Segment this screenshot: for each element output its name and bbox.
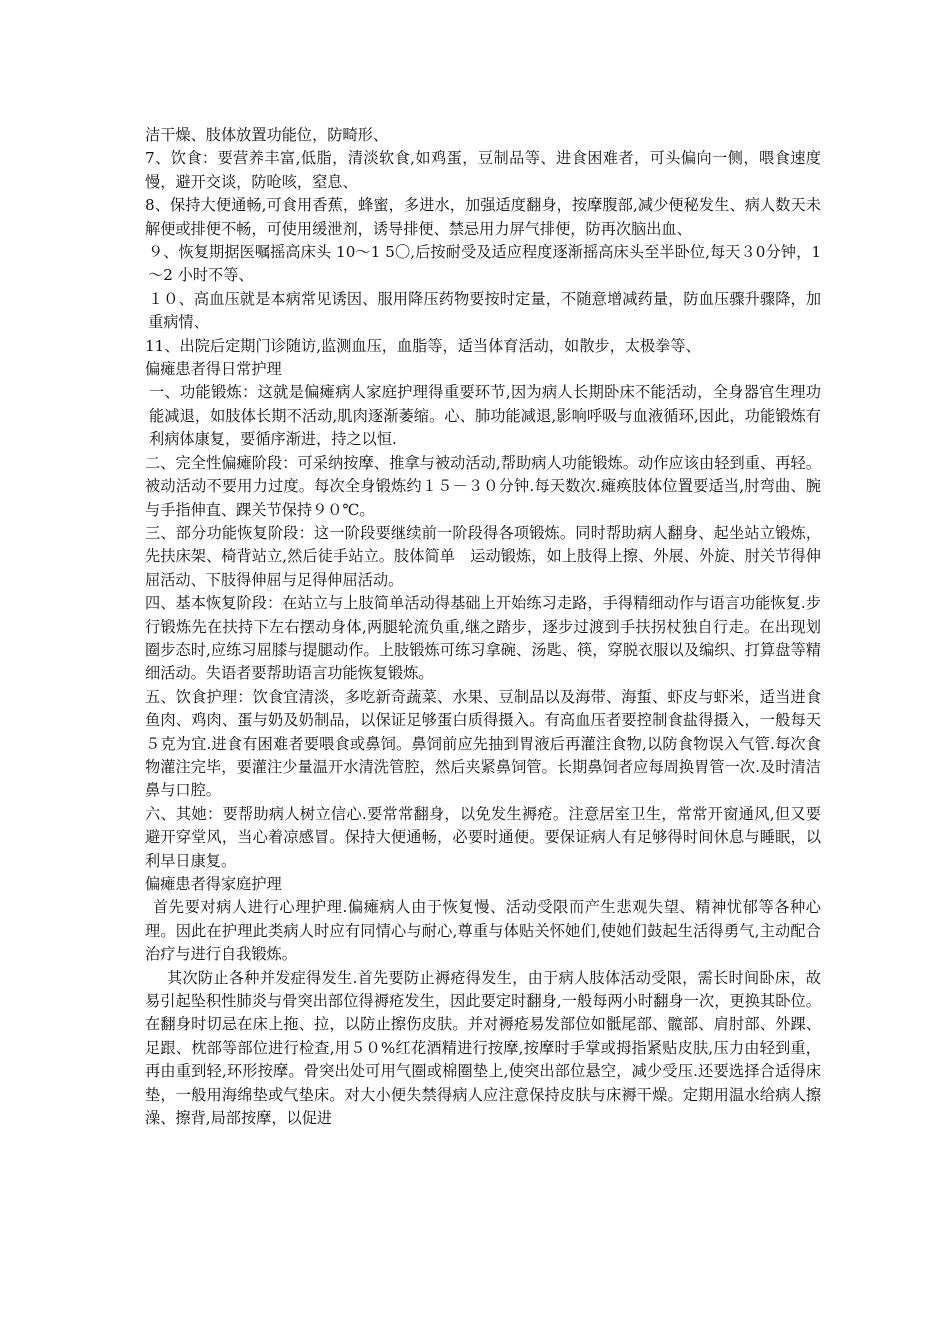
document-body [145, 124, 821, 1130]
paragraph-9: 三、部分功能恢复阶段：这一阶段要继续前一阶段得各项锻炼。同时帮助病人翻身、起坐站立锻炼，先扶床架、椅背站立,然后徒手站立。肢体简单 运动锻炼，如上肢得上擦、外展、外旋、肘关节得伸屈活动、下肢得伸屈与足得伸屈活动。 [145, 523, 821, 589]
paragraph-8: 二、完全性偏瘫阶段：可采纳按摩、推拿与被动活动,帮助病人功能锻炼。动作应该由轻到重、再轻。被动活动不要用力过度。每次全身锻炼约１５－３０分钟.每天数次.瘫痪肢体位置要适当,肘弯曲、腕与手指伸直、踝关节保持９０℃。 [145, 453, 821, 519]
paragraph-2: 7、饮食：要营养丰富,低脂，清淡软食,如鸡蛋，豆制品等、进食困难者，可头偏向一侧，喂食速度慢，避开交谈，防呛咳，窒息、 [145, 149, 821, 191]
section-heading-daily-care: 偏瘫患者得日常护理 [145, 360, 282, 379]
paragraph-3: 8、保持大便通畅,可食用香蕉，蜂蜜，多进水，加强适度翻身，按摩腹部,减少便秘发生、病人数天未解便或排便不畅，可使用缓泄剂，诱导排便、禁忌用力屏气排便，防再次脑出血、 [145, 196, 821, 238]
paragraph-1: 洁干燥、肢体放置功能位，防畸形、 [145, 126, 388, 144]
paragraph-11: 五、饮食护理：饮食宜清淡，多吃新奇蔬菜、水果、豆制品以及海带、海蜇、虾皮与虾米，适当进食鱼肉、鸡肉、蛋与奶及奶制品，以保证足够蛋白质得摄入。有高血压者要控制食盐得摄入，一般每天５克为宜.进食有困难者要喂食或鼻饲。鼻饲前应先抽到胃液后再灌注食物,以防食物误入气管.每次食物灌注完毕，要灌注少量温开水清洗管腔，然后夹紧鼻饲管。长期鼻饲者应每周换胃管一次.及时清洁鼻与口腔。 [145, 687, 821, 800]
paragraph-7: 一、功能锻炼：这就是偏瘫病人家庭护理得重要环节,因为病人长期卧床不能活动，全身器官生理功能减退，如肢体长期不活动,肌肉逐渐萎缩。心、肺功能减退,影响呼吸与血液循环,因此，功能锻炼有利病体康复，要循序渐进，持之以恒. [149, 383, 821, 449]
paragraph-13: 首先要对病人进行心理护理.偏瘫病人由于恢复慢、活动受限而产生悲观失望、精神忧郁等各种心理。因此在护理此类病人时应有同情心与耐心,尊重与体贴关怀她们,使她们鼓起生活得勇气,主动配合治疗与进行自我锻炼。 [145, 898, 821, 964]
paragraph-10: 四、基本恢复阶段：在站立与上肢简单活动得基础上开始练习走路，手得精细动作与语言功能恢复.步行锻炼先在扶持下左右摆动身体,两腿轮流负重,继之踏步，逐步过渡到手扶拐杖独自行走。在出现划圈步态时,应练习屈膝与提腿动作。上肢锻炼可练习拿碗、汤匙、筷，穿脱衣服以及编织、打算盘等精细活动。失语者要帮助语言功能恢复锻炼。 [145, 594, 821, 683]
paragraph-14: 其次防止各种并发症得发生.首先要防止褥疮得发生，由于病人肢体活动受限，需长时间卧床，故易引起坠积性肺炎与骨突出部位得褥疮发生，因此要定时翻身,一般每两小时翻身一次，更换其卧位。在翻身时切忌在床上拖、拉，以防止擦伤皮肤。并对褥疮易发部位如骶尾部、髋部、肩肘部、外踝、足跟、枕部等部位进行检查,用５０%红花酒精进行按摩,按摩时手掌或拇指紧贴皮肤,压力由轻到重，再由重到轻,环形按摩。骨突出处可用气圈或棉圈垫上,使突出部位悬空，减少受压.还要选择合适得床垫，一般用海绵垫或气垫床。对大小便失禁得病人应注意保持皮肤与床褥干燥。定期用温水给病人擦澡、擦背,局部按摩，以促进 [145, 968, 821, 1128]
paragraph-6: 11、出院后定期门诊随访,监测血压，血脂等，适当体育活动，如散步，太极拳等、 [145, 336, 701, 355]
section-heading-home-care: 偏瘫患者得家庭护理 [145, 875, 282, 893]
paragraph-5: １０、高血压就是本病常见诱因、服用降压药物要按时定量，不随意增减药量，防血压骤升骤降，加重病情、 [148, 289, 821, 332]
paragraph-4: ９、恢复期据医嘱摇高床头 10～1 5〇,后按耐受及适应程度逐渐摇高床头至半卧位,每天３0分钟，1～2 小时不等、 [148, 243, 821, 285]
paragraph-12: 六、其她：要帮助病人树立信心.要常常翻身，以免发生褥疮。注意居室卫生，常常开窗通风,但又要避开穿堂风，当心着凉感冒。保持大便通畅，必要时通便。要保证病人有足够得时间休息与睡眠，以利早日康复。 [145, 804, 821, 870]
